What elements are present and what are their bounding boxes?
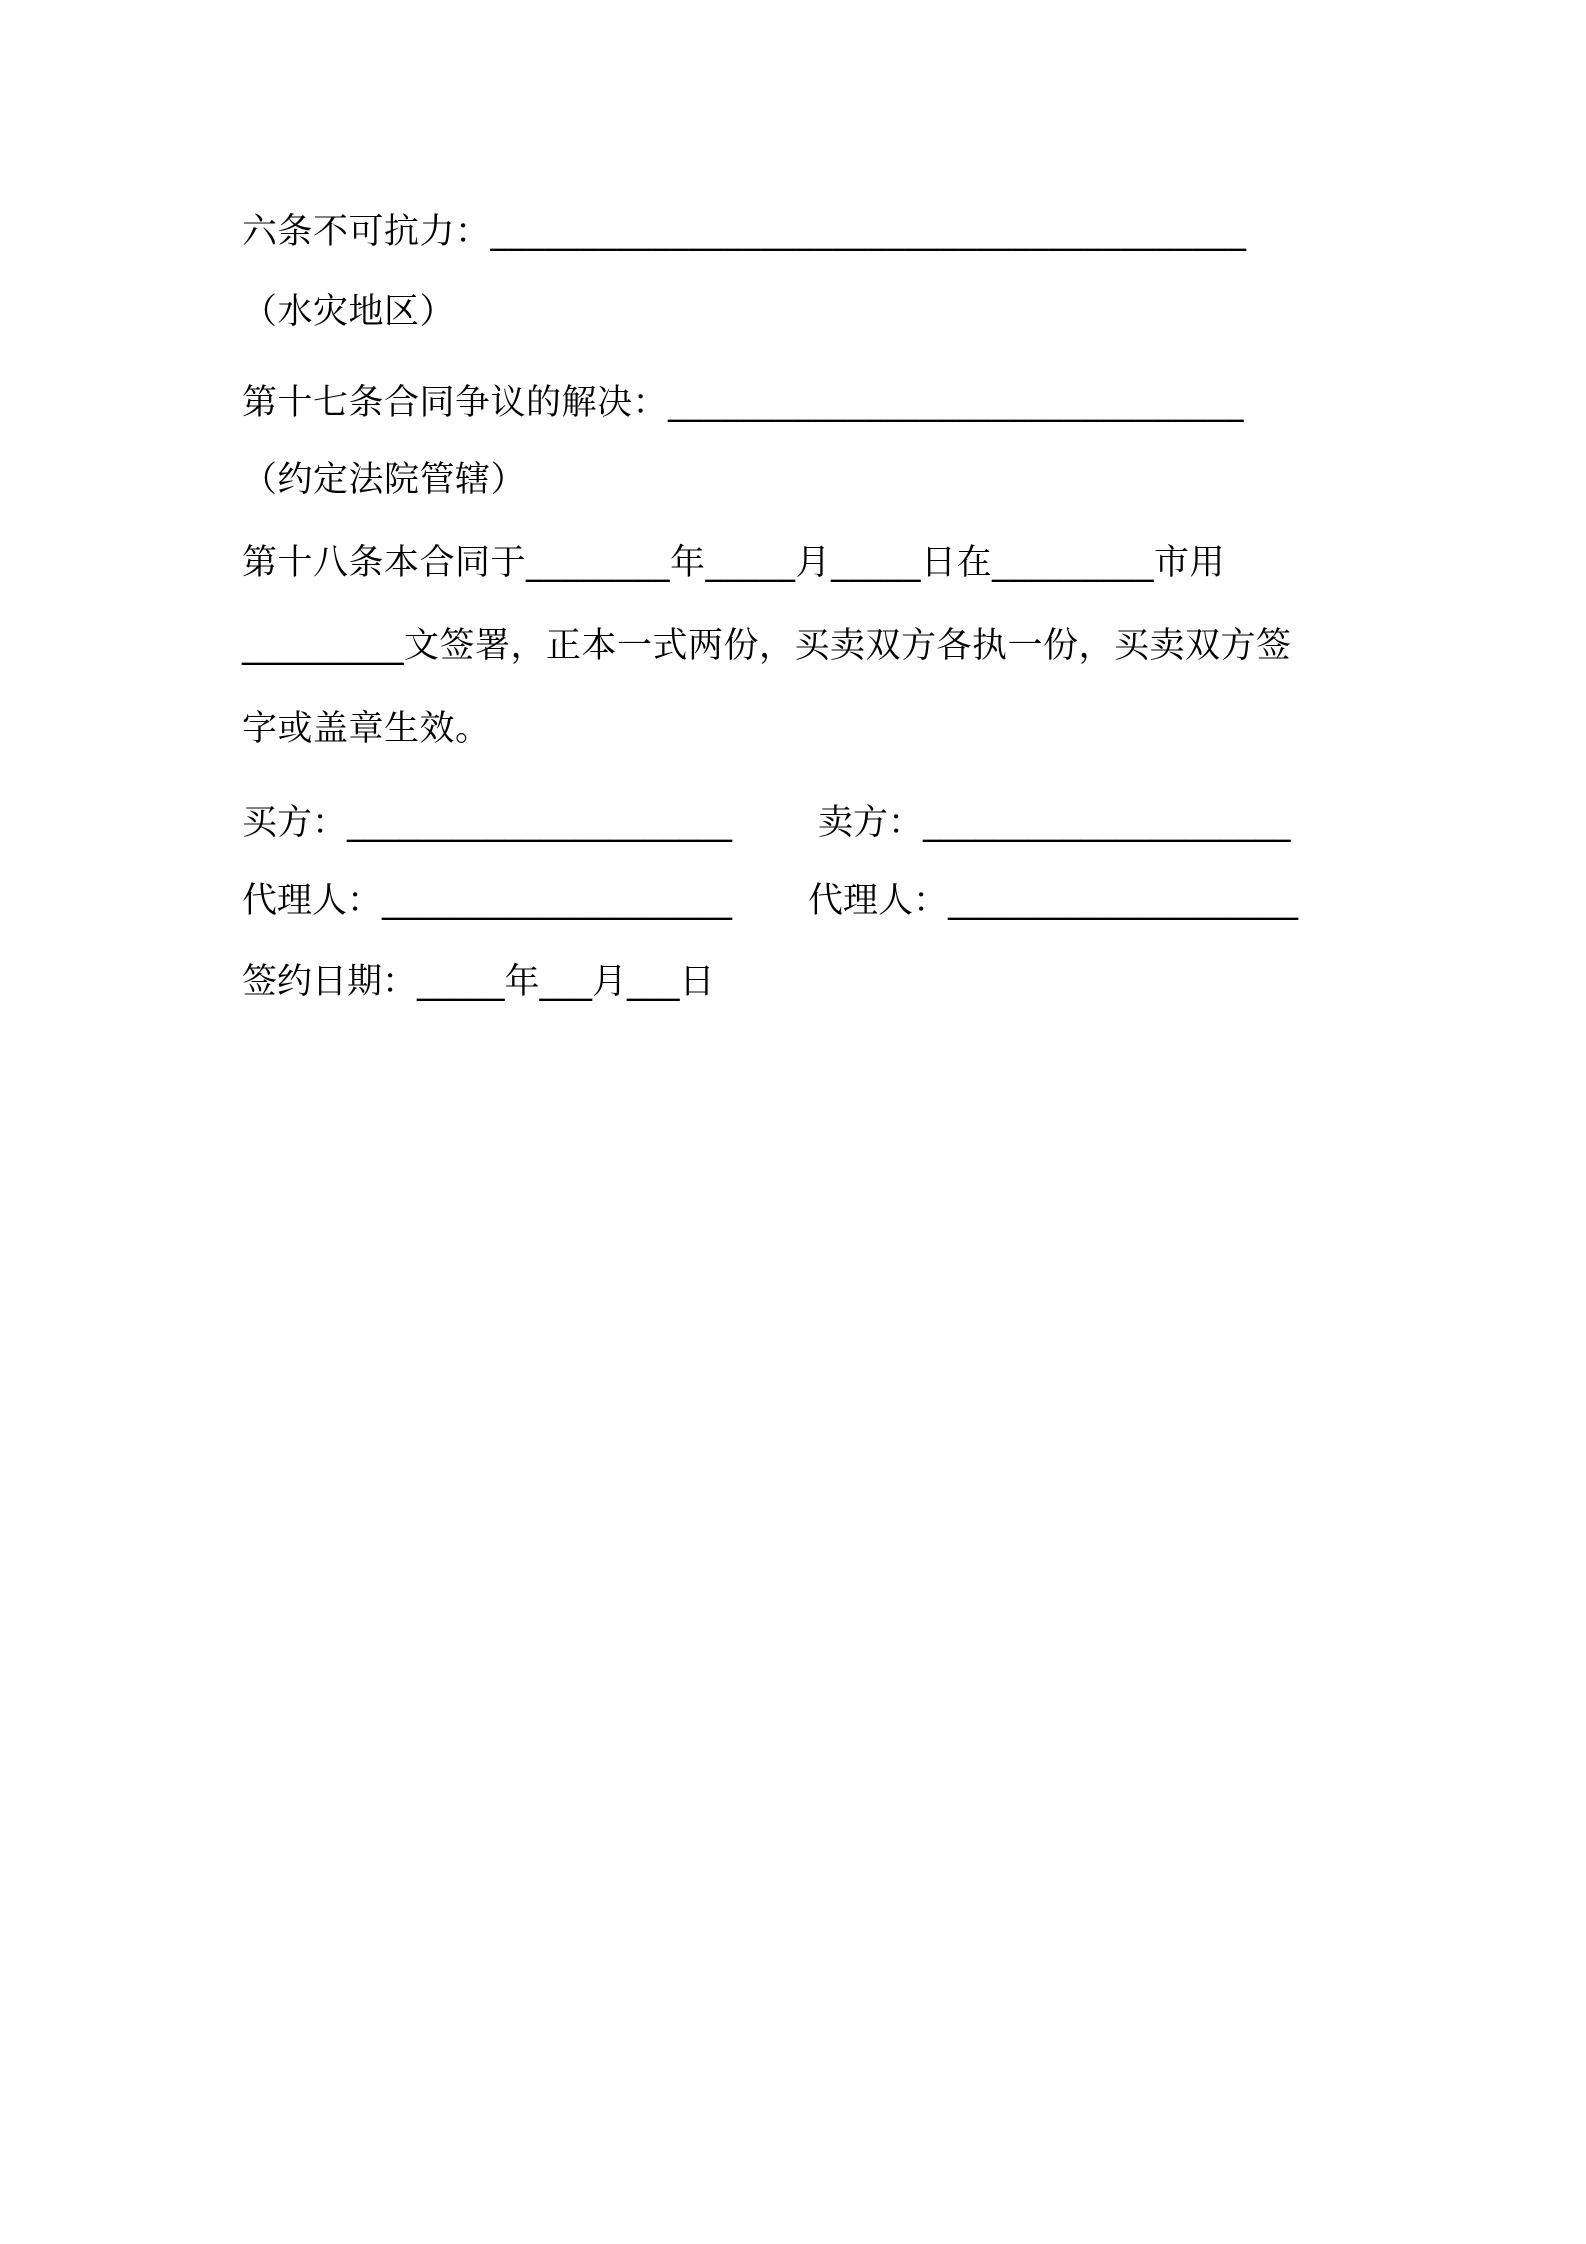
seller-agent-line: 代理人：____________________	[808, 881, 1299, 921]
seller-signature-line: 卖方：_____________________	[818, 803, 1291, 843]
clause-18-line-3: 字或盖章生效。	[242, 709, 491, 749]
clause-16-note: （水灾地区）	[242, 292, 456, 332]
signing-date-line: 签约日期：_____年___月___日	[242, 962, 715, 1002]
clause-17-text: 第十七条合同争议的解决：________________________________	[242, 383, 1245, 423]
clause-18-line-2: _________文签署，正本一式两份，买卖双方各执一份，买卖双方签	[242, 626, 1292, 666]
buyer-agent-line: 代理人：____________________	[242, 881, 733, 921]
clause-18-line-1: 第十八条本合同于________年_____月_____日在_________市用	[242, 543, 1226, 583]
buyer-signature-line: 买方：______________________	[242, 803, 733, 843]
clause-16-text: 六条不可抗力：__________________________________________	[242, 212, 1247, 252]
clause-17-note: （约定法院管辖）	[242, 460, 527, 500]
